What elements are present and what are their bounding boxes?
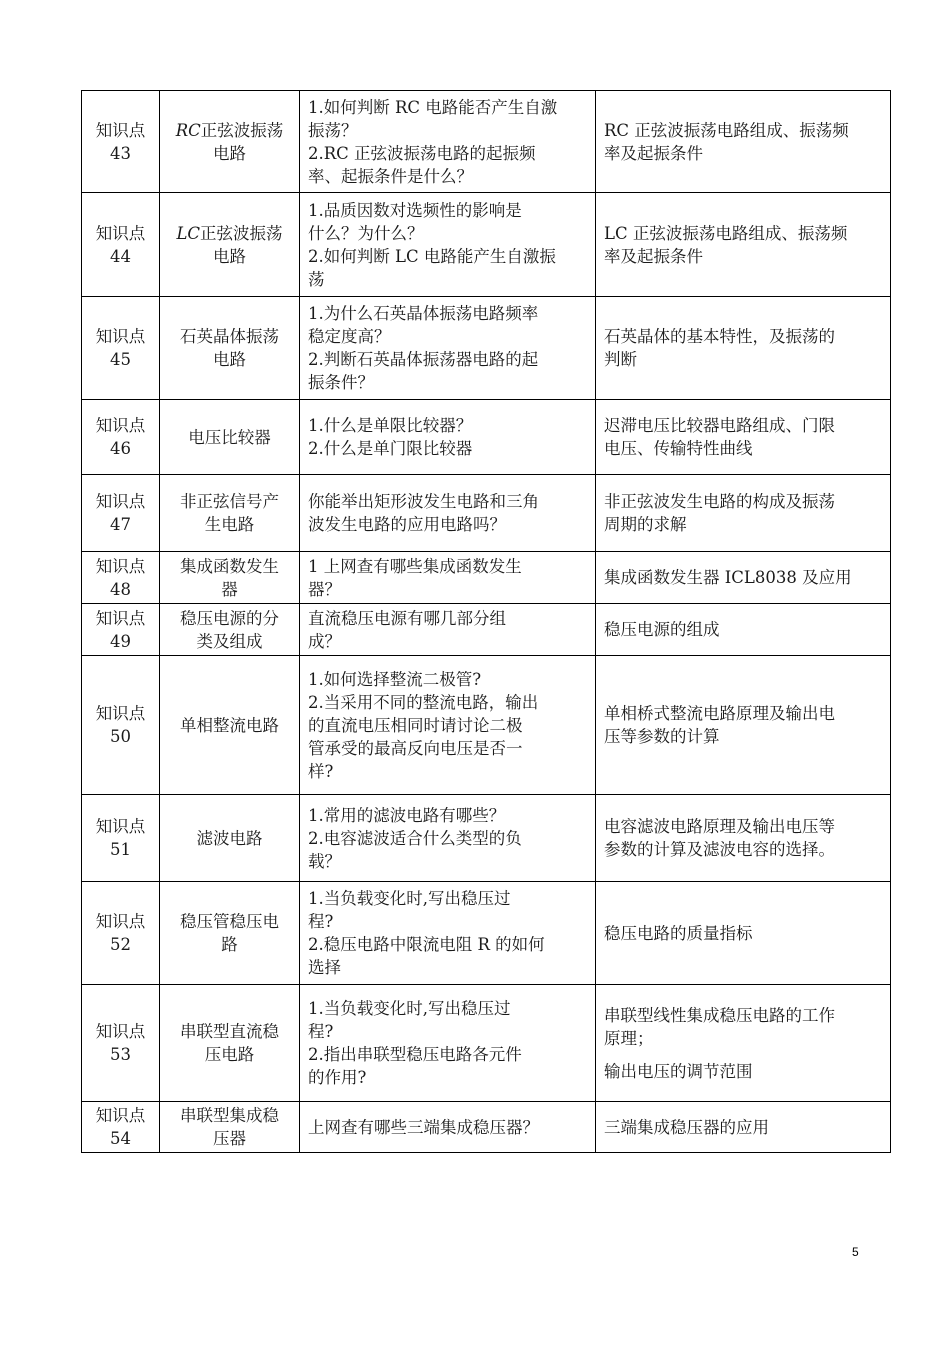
id-line: 54 — [110, 1129, 131, 1148]
question-line: 的作用? — [308, 1068, 367, 1087]
key-content-line: 电压、传输特性曲线 — [604, 439, 753, 458]
topic-line — [164, 245, 295, 268]
question-line: 上网查有哪些三端集成稳压器？ — [308, 1117, 539, 1137]
question-line: 什么？为什么？ — [308, 223, 424, 243]
id-line: 知识点 — [95, 223, 146, 243]
knowledge-point-id-cell — [82, 91, 160, 193]
key-content-cell — [596, 193, 891, 297]
table-row — [82, 1102, 891, 1153]
question-line: 荡 — [308, 269, 325, 289]
topic-text: 电路 — [213, 350, 246, 369]
topic-text: 单相整流电路 — [180, 715, 279, 735]
question-line: 2.如何判断 LC 电路能产生自激振 — [308, 246, 556, 266]
knowledge-point-id-cell — [82, 552, 160, 604]
key-content-cell — [596, 297, 891, 400]
questions-cell — [300, 882, 596, 985]
question-line: 波发生电路的应用电路吗？ — [308, 515, 506, 534]
question-line: 程? — [308, 1022, 334, 1041]
key-content-cell — [596, 400, 891, 475]
page-number: 5 — [852, 1245, 859, 1259]
topic-text: 器 — [221, 579, 238, 599]
question-line: 直流稳压电源有哪几部分组 — [308, 608, 506, 628]
topic-line — [164, 119, 295, 142]
topic-italic-prefix: RC — [175, 120, 201, 140]
topic-line — [164, 827, 295, 850]
topic-text: 压器 — [213, 1129, 246, 1148]
topic-line — [164, 325, 295, 348]
topic-text: 电路 — [213, 246, 246, 266]
id-line: 53 — [110, 1045, 131, 1064]
topic-text: 电路 — [213, 143, 246, 163]
question-line: 样? — [308, 761, 334, 781]
key-content-line: 周期的求解 — [604, 515, 687, 534]
questions-cell — [300, 475, 596, 552]
topic-text: 电压比较器 — [188, 427, 271, 447]
key-content-cell — [596, 1102, 891, 1153]
topic-line — [164, 933, 295, 956]
question-line: 1.什么是单限比较器？ — [308, 416, 473, 435]
topic-line — [164, 1020, 295, 1043]
question-line: 1.当负载变化时,写出稳压过 — [308, 889, 511, 908]
knowledge-point-id-cell — [82, 985, 160, 1102]
key-content-line: 非正弦波发生电路的构成及振荡 — [604, 492, 835, 511]
knowledge-point-id-cell — [82, 656, 160, 795]
question-line: 成？ — [308, 631, 341, 651]
question-line: 选择 — [308, 958, 341, 977]
table-row — [82, 604, 891, 656]
topic-cell — [160, 297, 300, 400]
topic-line — [164, 1104, 295, 1127]
question-line: 振条件？ — [308, 373, 374, 392]
knowledge-point-id-cell — [82, 297, 160, 400]
topic-cell — [160, 400, 300, 475]
topic-line — [164, 426, 295, 449]
topic-text: 正弦波振荡 — [200, 120, 284, 140]
topic-line — [164, 555, 295, 578]
question-line: 管承受的最高反向电压是否一 — [308, 738, 523, 758]
key-content-line: 输出电压的调节范围 — [604, 1061, 753, 1081]
questions-cell — [300, 552, 596, 604]
id-line: 46 — [110, 439, 131, 458]
knowledge-point-id-cell — [82, 882, 160, 985]
question-line: 的直流电压相同时请讨论二极 — [308, 715, 523, 735]
knowledge-point-id-cell — [82, 604, 160, 656]
table-row — [82, 795, 891, 882]
question-line: 2.判断石英晶体振荡器电路的起 — [308, 350, 539, 369]
question-line: 2.稳压电路中限流电阻 R 的如何 — [308, 935, 545, 954]
id-line: 知识点 — [95, 120, 146, 140]
id-line: 48 — [110, 579, 131, 599]
topic-cell — [160, 1102, 300, 1153]
topic-line — [164, 222, 295, 245]
key-content-line: 迟滞电压比较器电路组成、门限 — [604, 416, 835, 435]
topic-line — [164, 1043, 295, 1066]
key-content-cell — [596, 604, 891, 656]
key-content-cell — [596, 656, 891, 795]
topic-line — [164, 578, 295, 601]
id-line: 知识点 — [95, 704, 146, 723]
topic-line — [164, 142, 295, 165]
topic-cell — [160, 91, 300, 193]
question-line: 振荡？ — [308, 120, 358, 140]
topic-text: 正弦波振荡 — [200, 223, 283, 243]
key-content-line: LC 正弦波振荡电路组成、振荡频 — [604, 223, 848, 243]
question-line: 1.品质因数对选频性的影响是 — [308, 200, 522, 220]
questions-cell — [300, 400, 596, 475]
key-content-line: 率及起振条件 — [604, 246, 703, 266]
key-content-line: 三端集成稳压器的应用 — [604, 1117, 769, 1137]
topic-line — [164, 630, 295, 653]
key-content-line: 率及起振条件 — [604, 143, 703, 163]
id-line: 知识点 — [95, 608, 146, 628]
topic-italic-prefix: LC — [176, 223, 201, 243]
knowledge-point-id-cell — [82, 1102, 160, 1153]
topic-cell — [160, 193, 300, 297]
question-line: 稳定度高？ — [308, 327, 391, 346]
key-content-line: 单相桥式整流电路原理及输出电 — [604, 704, 835, 723]
table-row — [82, 297, 891, 400]
id-line: 知识点 — [95, 817, 146, 836]
knowledge-point-id-cell — [82, 795, 160, 882]
key-content-cell — [596, 795, 891, 882]
id-line: 知识点 — [95, 416, 146, 435]
topic-line — [164, 490, 295, 513]
topic-line — [164, 1127, 295, 1150]
topic-cell — [160, 552, 300, 604]
topic-text: 压电路 — [204, 1045, 255, 1064]
key-content-line: 原理； — [604, 1028, 654, 1048]
table-row — [82, 985, 891, 1102]
topic-cell — [160, 604, 300, 656]
question-line: 1.当负载变化时,写出稳压过 — [308, 999, 511, 1018]
knowledge-points-table — [81, 90, 891, 1153]
question-line: 2.当采用不同的整流电路，输出 — [308, 692, 539, 712]
topic-text: 路 — [221, 935, 238, 954]
id-line: 43 — [110, 143, 131, 163]
question-line: 1.常用的滤波电路有哪些？ — [308, 805, 506, 825]
questions-cell — [300, 656, 596, 795]
key-content-line: 稳压电路的质量指标 — [604, 923, 753, 943]
id-line: 知识点 — [95, 556, 146, 576]
id-line: 44 — [110, 246, 131, 266]
questions-cell — [300, 604, 596, 656]
table-row — [82, 882, 891, 985]
topic-line — [164, 513, 295, 536]
key-content-cell — [596, 475, 891, 552]
table-row — [82, 193, 891, 297]
question-line: 1.为什么石英晶体振荡电路频率 — [308, 304, 539, 323]
question-line: 2.RC 正弦波振荡电路的起振频 — [308, 143, 536, 163]
questions-cell — [300, 91, 596, 193]
topic-line — [164, 348, 295, 371]
key-content-line: 参数的计算及滤波电容的选择。 — [604, 840, 835, 859]
question-line: 1 上网查有哪些集成函数发生 — [308, 556, 522, 576]
question-line: 载？ — [308, 851, 341, 871]
id-line: 52 — [110, 935, 131, 954]
id-line: 知识点 — [95, 912, 146, 931]
id-line: 知识点 — [95, 1106, 146, 1125]
table-row — [82, 552, 891, 604]
id-line: 知识点 — [95, 1022, 146, 1041]
key-content-cell — [596, 985, 891, 1102]
topic-text: 石英晶体振荡 — [180, 327, 279, 346]
id-line: 47 — [110, 515, 131, 534]
key-content-line: 石英晶体的基本特性，及振荡的 — [604, 327, 835, 346]
topic-text: 类及组成 — [196, 631, 263, 651]
key-content-line: 稳压电源的组成 — [604, 620, 720, 639]
topic-cell — [160, 882, 300, 985]
id-line: 知识点 — [95, 327, 146, 346]
topic-text: 滤波电路 — [196, 828, 263, 848]
topic-text: 集成函数发生 — [180, 556, 279, 576]
id-line: 45 — [110, 350, 131, 369]
questions-cell — [300, 193, 596, 297]
table-row — [82, 475, 891, 552]
topic-line — [164, 714, 295, 737]
topic-cell — [160, 985, 300, 1102]
id-line: 知识点 — [95, 492, 146, 511]
topic-cell — [160, 795, 300, 882]
key-content-line: 集成函数发生器 ICL8038 及应用 — [604, 568, 852, 587]
topic-line — [164, 607, 295, 630]
knowledge-point-id-cell — [82, 400, 160, 475]
paragraph-gap — [604, 1050, 882, 1060]
key-content-line: 压等参数的计算 — [604, 727, 720, 746]
knowledge-point-id-cell — [82, 475, 160, 552]
question-line: 程? — [308, 912, 334, 931]
knowledge-point-id-cell — [82, 193, 160, 297]
topic-text: 稳压电源的分 — [180, 608, 279, 628]
topic-line — [164, 910, 295, 933]
topic-text: 生电路 — [204, 515, 255, 534]
id-line: 51 — [110, 840, 131, 859]
topic-text: 串联型直流稳 — [180, 1022, 279, 1041]
topic-text: 串联型集成稳 — [180, 1106, 279, 1125]
question-line: 2.什么是单门限比较器 — [308, 439, 473, 458]
key-content-line: 电容滤波电路原理及输出电压等 — [604, 817, 835, 836]
table-row — [82, 400, 891, 475]
key-content-cell — [596, 552, 891, 604]
id-line: 50 — [110, 727, 131, 746]
key-content-cell — [596, 91, 891, 193]
table-row — [82, 91, 891, 193]
table-body — [82, 91, 891, 1153]
question-line: 1.如何选择整流二极管? — [308, 669, 482, 689]
key-content-line: RC 正弦波振荡电路组成、振荡频 — [604, 120, 849, 140]
key-content-line: 串联型线性集成稳压电路的工作 — [604, 1005, 835, 1025]
topic-text: 稳压管稳压电 — [180, 912, 279, 931]
topic-text: 非正弦信号产 — [180, 492, 279, 511]
question-line: 2.指出串联型稳压电路各元件 — [308, 1045, 522, 1064]
question-line: 2.电容滤波适合什么类型的负 — [308, 828, 522, 848]
key-content-line: 判断 — [604, 350, 637, 369]
key-content-cell — [596, 882, 891, 985]
id-line: 49 — [110, 631, 131, 651]
question-line: 器？ — [308, 579, 341, 599]
question-line: 率、起振条件是什么？ — [308, 166, 473, 186]
topic-cell — [160, 656, 300, 795]
questions-cell — [300, 985, 596, 1102]
topic-cell — [160, 475, 300, 552]
questions-cell — [300, 297, 596, 400]
questions-cell — [300, 1102, 596, 1153]
question-line: 1.如何判断 RC 电路能否产生自激 — [308, 97, 558, 117]
question-line: 你能举出矩形波发生电路和三角 — [308, 492, 539, 511]
table-row — [82, 656, 891, 795]
questions-cell — [300, 795, 596, 882]
